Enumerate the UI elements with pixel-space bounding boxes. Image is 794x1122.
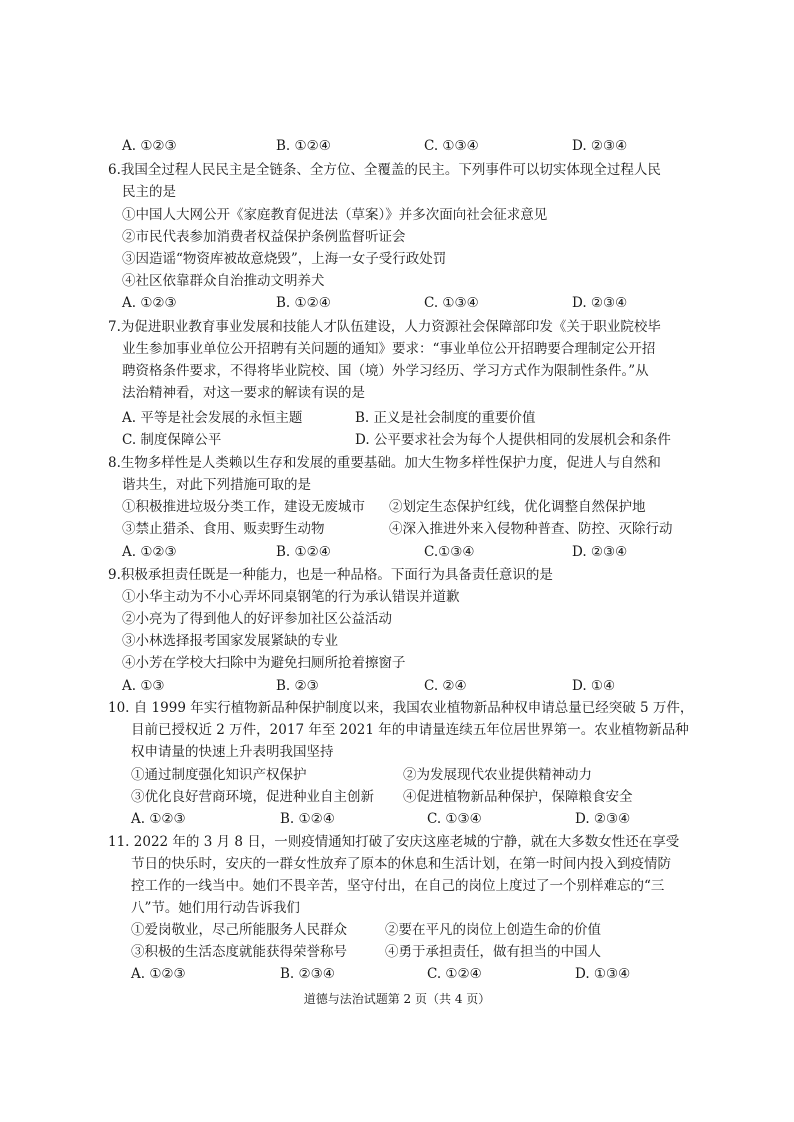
question-stem: 11. 2022 年的 3 月 8 日，一则疫情通知打破了安庆这座老城的宁静，就在大多数女性还在享受: [108, 834, 680, 850]
option-a: A. ①③: [122, 678, 165, 694]
question-stem: 8.生物多样性是人类赖以生存和发展的重要基础。加大生物多样性保护力度，促进人与自然和: [108, 455, 661, 471]
statement-item: ④促进植物新品种保护，保障粮食安全: [403, 789, 633, 805]
option-c: C. ①③④: [424, 295, 479, 311]
question-stem: 业生参加事业单位公开招聘有关问题的通知》要求：“事业单位公开招聘要合理制定公开招: [122, 341, 656, 357]
question-stem: 民主的是: [122, 184, 176, 200]
option-c: C. ①③④: [427, 811, 482, 827]
option-a: A. ①②③: [122, 295, 177, 311]
statement-item: ②小亮为了得到他人的好评参加社区公益活动: [122, 611, 392, 627]
option-b: B. ①②④: [276, 138, 331, 154]
option-b: B. 正义是社会制度的重要价值: [355, 410, 536, 426]
page-footer: 道德与法治试题第 2 页（共 4 页）: [303, 992, 491, 1006]
option-d: D. 公平要求社会为每个人提供相同的发展机会和条件: [355, 432, 671, 448]
option-b: B. ①②④: [276, 544, 331, 560]
option-c: C.①③④: [424, 544, 475, 560]
option-d: D. ②③④: [575, 811, 631, 827]
option-d: D. ①④: [572, 678, 616, 694]
statement-item: ①爱岗敬业，尽己所能服务人民群众: [131, 922, 347, 938]
question-stem: 谐共生，对此下列措施可取的是: [122, 477, 311, 493]
statement-item: ④深入推进外来入侵物种普查、防控、灭除行动: [389, 521, 673, 537]
statement-item: ③积极的生活态度就能获得荣誉称号: [131, 944, 347, 960]
question-stem: 6.我国全过程人民民主是全链条、全方位、全覆盖的民主。下列事件可以切实体现全过程人民: [108, 162, 661, 178]
question-stem: 9.积极承担责任既是一种能力，也是一种品格。下面行为具备责任意识的是: [108, 567, 553, 583]
option-c: C. 制度保障公平: [122, 432, 222, 448]
option-a: A. ①②③: [131, 966, 186, 982]
statement-item: ①小华主动为不小心弄坏同桌钢笔的行为承认错误并道歉: [122, 589, 460, 605]
statement-item: ④小芳在学校大扫除中为避免扫厕所抢着擦窗子: [122, 655, 406, 671]
statement-item: ③优化良好营商环境，促进种业自主创新: [131, 789, 374, 805]
statement-item: ②市民代表参加消费者权益保护条例监督听证会: [122, 229, 406, 245]
statement-item: ②划定生态保护红线，优化调整自然保护地: [389, 499, 646, 515]
question-stem: 八”节。她们用行动告诉我们: [131, 900, 300, 916]
statement-item: ①积极推进垃圾分类工作，建设无废城市: [122, 499, 365, 515]
option-b: B. ①②④: [276, 295, 331, 311]
question-stem: 节日的快乐时，安庆的一群女性放弃了原本的休息和生活计划，在第一时间内投入到疫情防: [131, 856, 671, 872]
statement-item: ③禁止猎杀、食用、贩卖野生动物: [122, 521, 325, 537]
option-b: B. ①②④: [280, 811, 335, 827]
option-d: D. ①③④: [575, 966, 631, 982]
option-a: A. ①②③: [122, 138, 177, 154]
question-stem: 控工作的一线当中。她们不畏辛苦，坚守付出，在自己的岗位上度过了一个别样难忘的“三: [131, 878, 665, 894]
statement-item: ③因造谣“物资库被故意烧毁”，上海一女子受行政处罚: [122, 251, 447, 267]
question-stem: 权申请量的快速上升表明我国坚持: [131, 744, 334, 760]
question-stem: 法治精神看，对这一要求的解读有误的是: [122, 385, 365, 401]
question-stem: 7.为促进职业教育事业发展和技能人才队伍建设，人力资源社会保障部印发《关于职业院校毕: [108, 319, 661, 335]
statement-item: ②要在平凡的岗位上创造生命的价值: [385, 922, 601, 938]
option-c: C. ①②④: [427, 966, 482, 982]
option-a: A. ①②③: [131, 811, 186, 827]
option-d: D. ②③④: [572, 544, 628, 560]
question-stem: 10. 自 1999 年实行植物新品种保护制度以来，我国农业植物新品种权申请总量已经突破 5 万件，: [108, 700, 694, 716]
option-d: D. ②③④: [572, 295, 628, 311]
statement-item: ④勇于承担责任，做有担当的中国人: [385, 944, 601, 960]
statement-item: ③小林选择报考国家发展紧缺的专业: [122, 633, 338, 649]
statement-item: ②为发展现代农业提供精神动力: [403, 767, 592, 783]
statement-item: ①通过制度强化知识产权保护: [131, 767, 307, 783]
question-stem: 聘资格条件要求，不得将毕业院校、国（境）外学习经历、学习方式作为限制性条件。”从: [122, 363, 649, 379]
option-a: A. 平等是社会发展的永恒主题: [122, 410, 303, 426]
option-a: A. ①②③: [122, 544, 177, 560]
statement-item: ①中国人大网公开《家庭教育促进法（草案）》并多次面向社会征求意见: [122, 207, 548, 223]
question-stem: 目前已授权近 2 万件，2017 年至 2021 年的申请量连续五年位居世界第一。农业植物新品种: [131, 722, 689, 738]
option-c: C. ①③④: [424, 138, 479, 154]
option-b: B. ②③: [276, 678, 319, 694]
option-b: B. ②③④: [280, 966, 335, 982]
statement-item: ④社区依靠群众自治推动文明养犬: [122, 273, 325, 289]
option-c: C. ②④: [424, 678, 467, 694]
option-d: D. ②③④: [572, 138, 628, 154]
